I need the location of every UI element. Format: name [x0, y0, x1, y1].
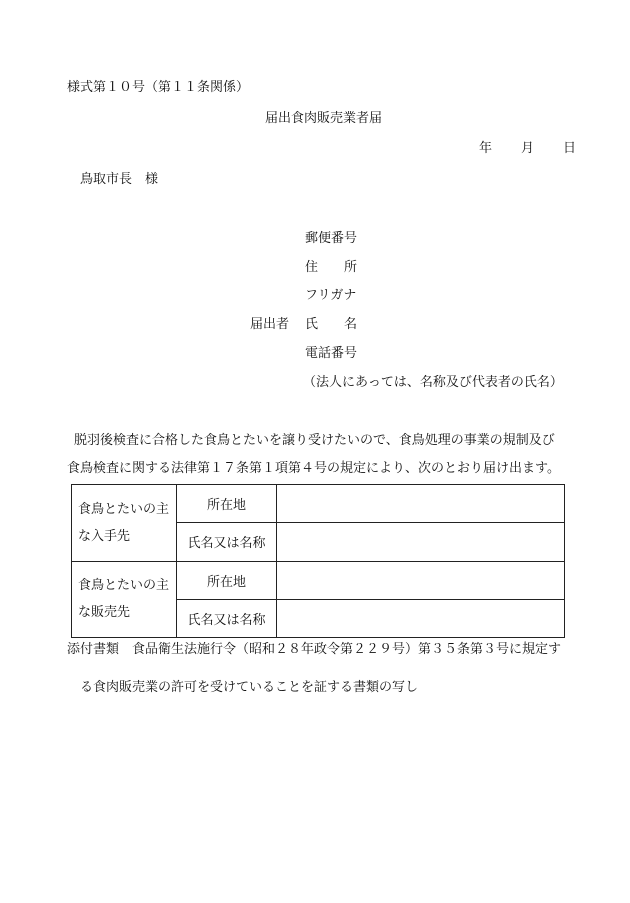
body-text-line1: 脱羽後検査に合格した食鳥とたいを譲り受けたいので、食鳥処理の事業の規制及び — [74, 433, 555, 448]
field-value-name[interactable] — [277, 599, 565, 637]
table-row — [72, 485, 565, 523]
info-table — [71, 484, 565, 638]
attachments-line2: る食肉販売業の許可を受けていることを証する書類の写し — [80, 680, 419, 695]
form-number: 様式第１０号（第１１条関係） — [67, 80, 250, 95]
field-value-location[interactable] — [277, 485, 565, 523]
corporate-note: （法人にあっては、名称及び代表者の氏名） — [303, 375, 563, 390]
date-day: 日 — [563, 141, 577, 156]
field-label-location: 所在地 — [177, 485, 277, 523]
furigana-label: フリガナ — [305, 288, 357, 303]
field-label-name: 氏名又は名称 — [177, 599, 277, 637]
phone-label: 電話番号 — [305, 346, 358, 361]
row-heading-destination: 食鳥とたいの主な販売先 — [72, 561, 177, 638]
address-label: 住 所 — [305, 260, 358, 275]
field-value-name[interactable] — [277, 523, 565, 561]
body-text-line2: 食鳥検査に関する法律第１７条第１項第４号の規定により、次のとおり届け出ます。 — [67, 461, 560, 476]
postal-code-label: 郵便番号 — [305, 231, 358, 246]
name-label: 氏 名 — [305, 317, 358, 332]
date-year: 年 — [479, 141, 493, 156]
field-label-location: 所在地 — [177, 561, 277, 599]
date-month: 月 — [521, 141, 535, 156]
addressee: 鳥取市長 様 — [80, 172, 159, 187]
attachments-line1: 添付書類 食品衛生法施行令（昭和２８年政令第２２９号）第３５条第３号に規定す — [67, 642, 562, 657]
notifier-label: 届出者 — [250, 317, 290, 332]
table-row — [72, 561, 565, 599]
row-heading-source: 食鳥とたいの主な入手先 — [72, 485, 177, 562]
document-title: 届出食肉販売業者届 — [265, 111, 383, 126]
field-value-location[interactable] — [277, 561, 565, 599]
field-label-name: 氏名又は名称 — [177, 523, 277, 561]
